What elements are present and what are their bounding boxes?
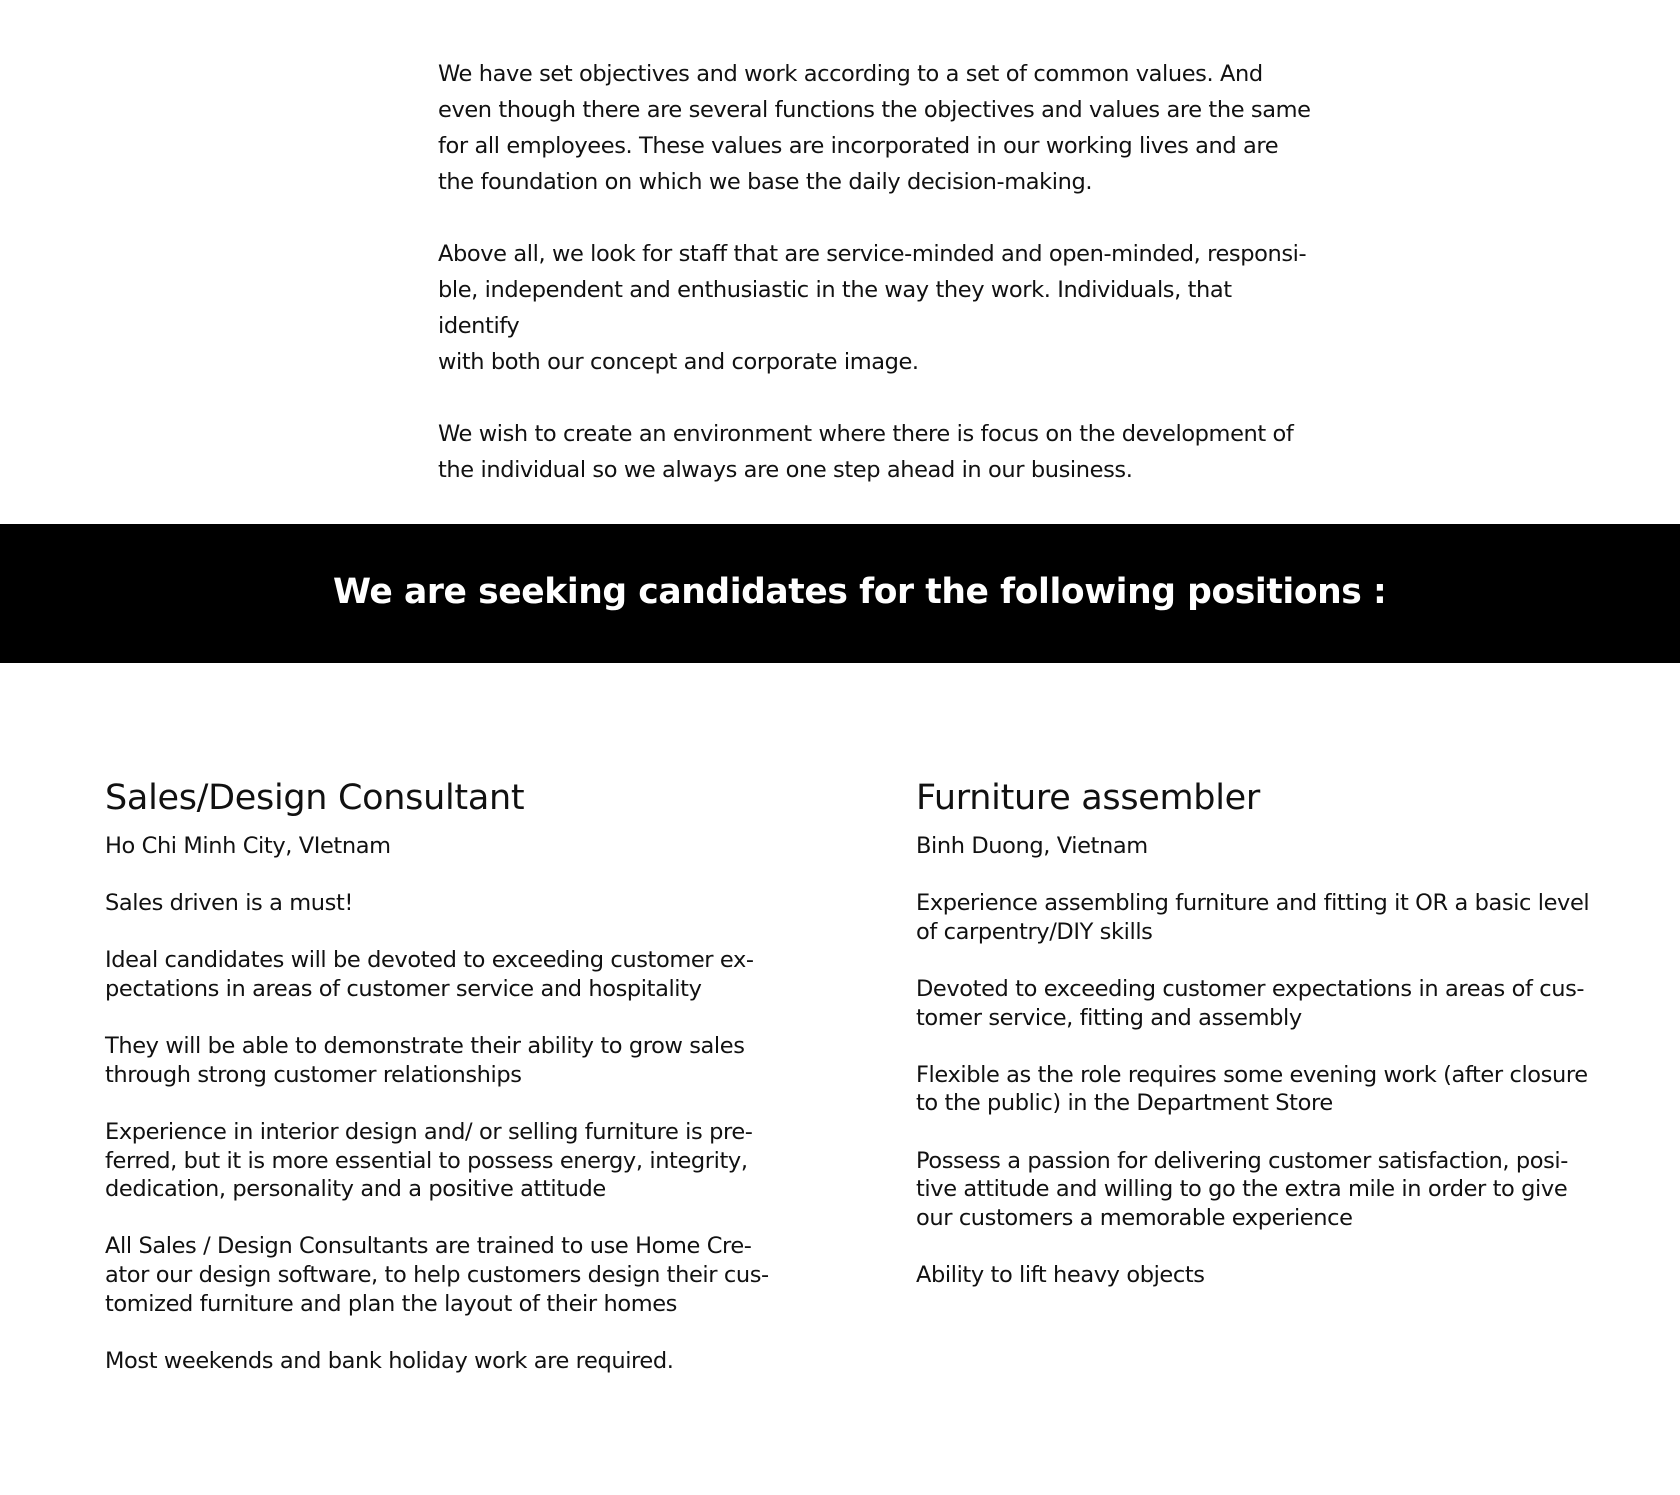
position-sales-design-consultant: [105, 774, 805, 1404]
position-requirement: Possess a passion for delivering customer satisfaction, posi- tive attitude and willing to go the extra mile in order to give our customers a memorable experience: [916, 1147, 1569, 1231]
intro-paragraph-staff: Above all, we look for staff that are service-minded and open-minded, responsi- ble, independent and enthusiastic in the way they work. Individuals, that identify with both our concept and corporate image.: [438, 241, 1307, 375]
positions-banner: [0, 524, 1680, 663]
position-requirement: They will be able to demonstrate their ability to grow sales through strong customer relationships: [105, 1033, 745, 1088]
positions-heading: We are seeking candidates for the following positions :: [333, 572, 1387, 612]
position-requirement: Most weekends and bank holiday work are required.: [105, 1347, 674, 1374]
position-location: Binh Duong, Vietnam: [916, 833, 1148, 859]
position-requirement: Devoted to exceeding customer expectations in areas of cus- tomer service, fitting and assembly: [916, 975, 1585, 1031]
position-requirement: Ideal candidates will be devoted to exceeding customer ex- pectations in areas of customer service and hospitality: [105, 947, 754, 1002]
intro-paragraph-environment: We wish to create an environment where there is focus on the development of the individual so we always are one step ahead in our business.: [438, 421, 1294, 483]
position-location: Ho Chi Minh City, VIetnam: [105, 833, 391, 859]
position-requirement: Flexible as the role requires some evening work (after closure to the public) in the Department Store: [916, 1061, 1588, 1117]
position-title: Furniture assembler: [916, 778, 1260, 818]
position-requirement: Ability to lift heavy objects: [916, 1261, 1205, 1288]
position-furniture-assembler: [916, 774, 1616, 1318]
position-title: Sales/Design Consultant: [105, 778, 525, 818]
intro-section: [438, 56, 1318, 488]
position-requirement: Experience assembling furniture and fitting it OR a basic level of carpentry/DIY skills: [916, 890, 1590, 945]
intro-paragraph-objectives: We have set objectives and work according to a set of common values. And even though there are several functions the objectives and values are the same for all employees. These values are incorporated in our working lives and are the foundation on which we base the daily decision-making.: [438, 61, 1311, 195]
position-requirement: Experience in interior design and/ or selling furniture is pre- ferred, but it is more essential to possess energy, integrity, dedication, personality and a positive attitude: [105, 1118, 753, 1203]
position-requirement: Sales driven is a must!: [105, 890, 354, 917]
position-requirement: All Sales / Design Consultants are trained to use Home Cre- ator our design software, to help customers design their cus- tomized furniture and plan the layout of their homes: [105, 1233, 769, 1317]
